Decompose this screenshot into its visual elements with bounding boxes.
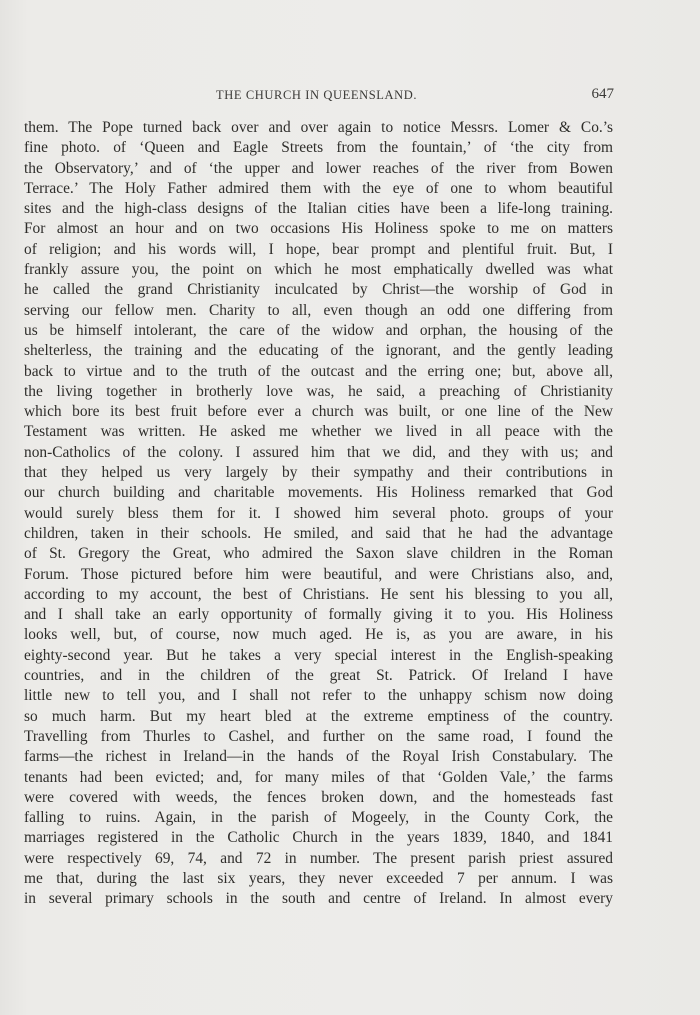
text-line: our church building and charitable movements. His Holiness remarked that God — [24, 484, 613, 502]
text-line: shelterless, the training and the educating of the ignorant, and the gently leading — [24, 342, 613, 360]
text-line: Forum. Those pictured before him were beautiful, and were Christians also, and, — [24, 565, 613, 583]
text-line: countries, and in the children of the great St. Patrick. Of Ireland I have — [24, 667, 613, 685]
text-line: tenants had been evicted; and, for many miles of that ‘Golden Vale,’ the farms — [24, 768, 613, 786]
text-line: little new to tell you, and I shall not refer to the unhappy schism now doing — [24, 687, 613, 705]
text-line: and I shall take an early opportunity of formally giving it to you. His Holiness — [24, 606, 613, 624]
text-line: For almost an hour and on two occasions His Holiness spoke to me on matters — [24, 220, 613, 238]
text-line: the Observatory,’ and of ‘the upper and lower reaches of the river from Bowen — [24, 159, 613, 177]
text-line: he called the grand Christianity inculcated by Christ—the worship of God in — [24, 281, 613, 299]
body-text — [24, 118, 613, 910]
text-line: children, taken in their schools. He smiled, and said that he had the advantage — [24, 524, 613, 542]
text-line: falling to ruins. Again, in the parish of Mogeely, in the County Cork, the — [24, 809, 613, 827]
text-line: us be himself intolerant, the care of the widow and orphan, the housing of the — [24, 321, 613, 339]
text-line: non-Catholics of the colony. I assured him that we did, and they with us; and — [24, 443, 613, 461]
text-line: sites and the high-class designs of the Italian cities have been a life-long training. — [24, 200, 613, 218]
text-line: of religion; and his words will, I hope, bear prompt and plentiful fruit. But, I — [24, 240, 613, 258]
text-line: eighty-second year. But he takes a very special interest in the English-speaking — [24, 646, 613, 664]
text-line: me that, during the last six years, they never exceeded 7 per annum. I was — [24, 869, 613, 887]
text-line: the living together in brotherly love was, he said, a preaching of Christianity — [24, 382, 613, 400]
text-line: Terrace.’ The Holy Father admired them with the eye of one to whom beautiful — [24, 179, 613, 197]
text-line: were covered with weeds, the fences broken down, and the homesteads fast — [24, 788, 613, 806]
text-line: Testament was written. He asked me whether we lived in all peace with the — [24, 423, 613, 441]
text-line: which bore its best fruit before ever a church was built, or one line of the New — [24, 403, 613, 421]
text-line: frankly assure you, the point on which he most emphatically dwelled was what — [24, 261, 613, 279]
text-line: would surely bless them for it. I showed him several photo. groups of your — [24, 504, 613, 522]
text-line: farms—the richest in Ireland—in the hands of the Royal Irish Constabulary. The — [24, 748, 613, 766]
text-line: were respectively 69, 74, and 72 in number. The present parish priest assured — [24, 849, 613, 867]
text-line: marriages registered in the Catholic Church in the years 1839, 1840, and 1841 — [24, 829, 613, 847]
text-line: according to my account, the best of Christians. He sent his blessing to you all, — [24, 585, 613, 603]
text-line: that they helped us very largely by their sympathy and their contributions in — [24, 464, 613, 482]
text-line: them. The Pope turned back over and over again to notice Messrs. Lomer & Co.’s — [24, 119, 613, 136]
running-header — [24, 88, 614, 108]
running-title: THE CHURCH IN QUEENSLAND. — [216, 88, 418, 102]
page-number: 647 — [591, 86, 614, 102]
text-line: in several primary schools in the south and centre of Ireland. In almost every — [24, 890, 613, 908]
text-line: looks well, but, of course, now much aged. He is, as you are aware, in his — [24, 626, 613, 644]
text-line: serving our fellow men. Charity to all, even though an odd one differing from — [24, 301, 613, 319]
text-line: so much harm. But my heart bled at the extreme emptiness of the country. — [24, 707, 613, 725]
text-line: of St. Gregory the Great, who admired the Saxon slave children in the Roman — [24, 545, 613, 563]
text-line: Travelling from Thurles to Cashel, and further on the same road, I found the — [24, 727, 613, 745]
text-line: fine photo. of ‘Queen and Eagle Streets from the fountain,’ of ‘the city from — [24, 139, 613, 157]
text-line: back to virtue and to the truth of the outcast and the erring one; but, above all, — [24, 362, 613, 380]
